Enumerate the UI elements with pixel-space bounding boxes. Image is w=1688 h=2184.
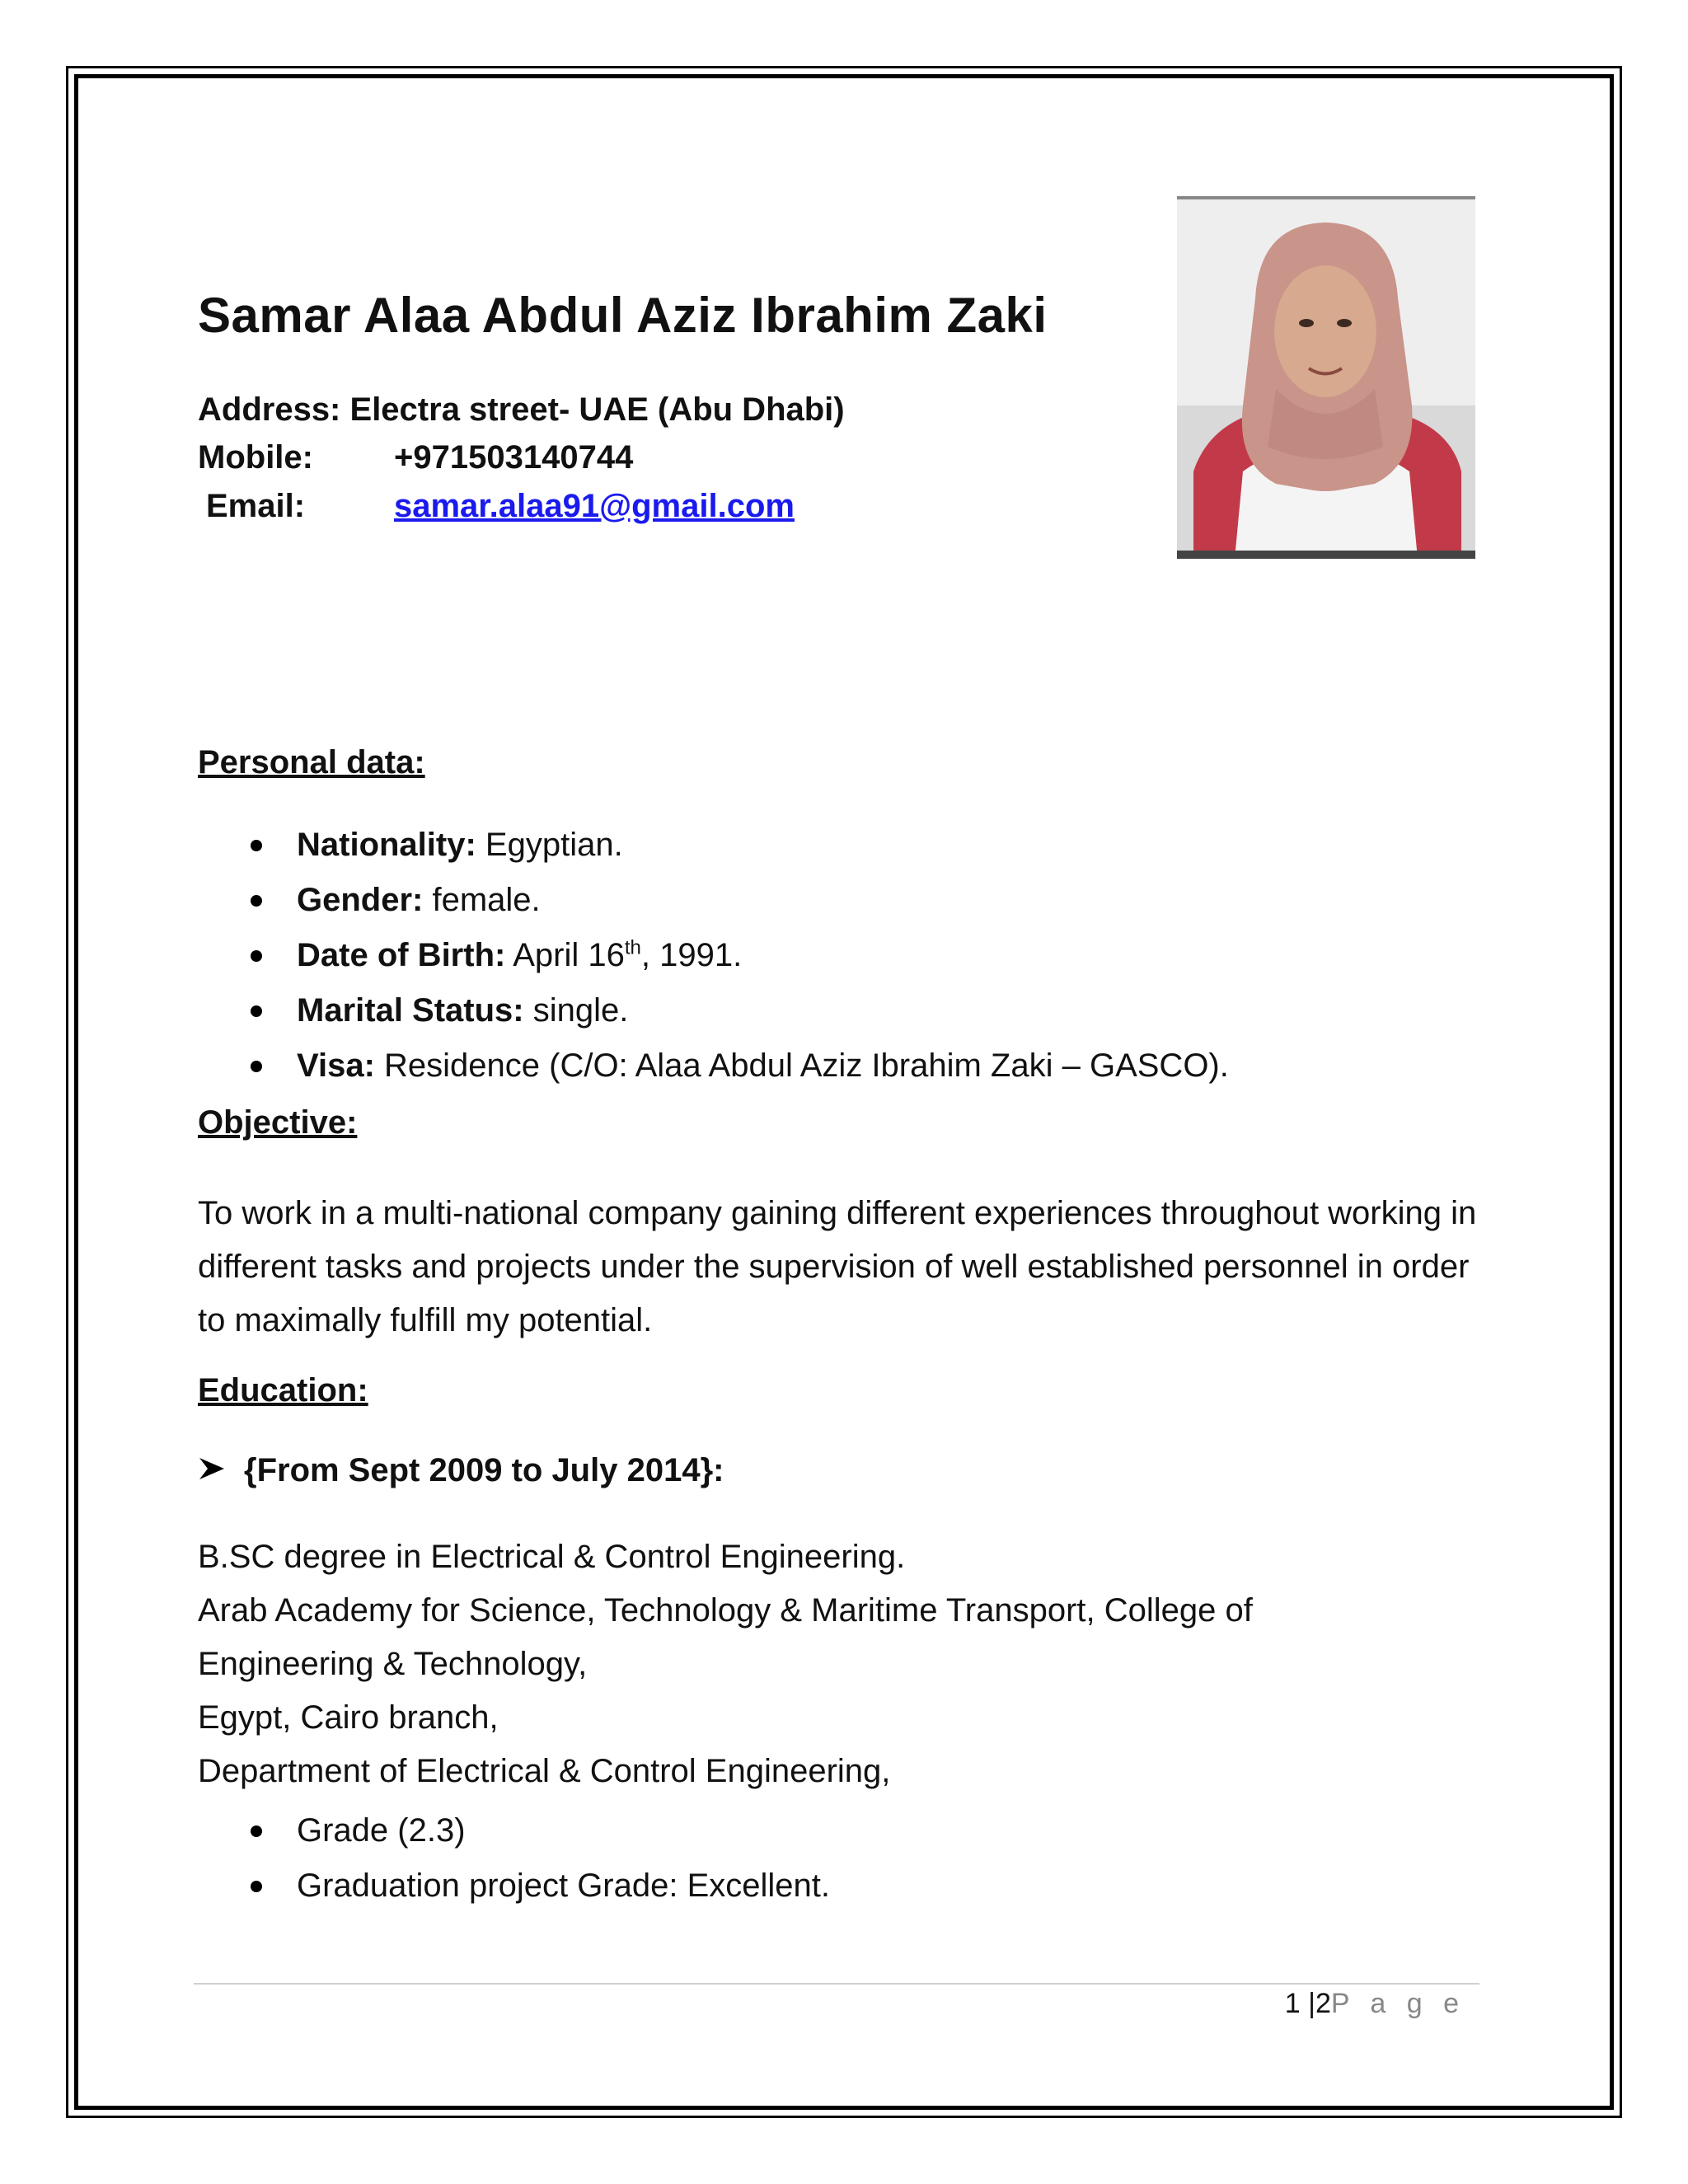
education-bullets [198,1803,830,1914]
email-line [206,488,795,525]
footer-divider [194,1983,1479,1985]
address-line [198,391,845,429]
email-link[interactable]: samar.alaa91@gmail.com [394,488,795,524]
email-label: Email: [206,488,306,524]
education-line: Engineering & Technology, [198,1646,588,1682]
mobile-label: Mobile: [198,439,313,476]
education-details [198,1530,1253,1798]
education-heading: Education: [198,1372,368,1408]
candidate-name: Samar Alaa Abdul Aziz Ibrahim Zaki [198,288,1048,343]
list-item: Gender: female. [198,873,1229,928]
mobile-value: +971503140744 [394,439,634,476]
arrow-bullet-icon [198,1452,244,1489]
list-item: Nationality: Egyptian. [198,818,1229,873]
mobile-line [198,439,634,476]
education-period [198,1452,724,1489]
list-item: Marital Status: single. [198,983,1229,1038]
list-item: Graduation project Grade: Excellent. [198,1858,830,1914]
address-value: Electra street- UAE (Abu Dhabi) [349,391,845,428]
list-item: Visa: Residence (C/O: Alaa Abdul Aziz Ibrahim Zaki – GASCO). [198,1038,1229,1094]
education-line: B.SC degree in Electrical & Control Engineering. [198,1539,906,1575]
profile-photo [1177,196,1475,559]
objective-text: To work in a multi-national company gaining different experiences throughout working in different tasks and projects under the supervision of well established personnel in order to maximally fulfill my potential. [198,1195,1477,1338]
education-line: Arab Academy for Science, Technology & Maritime Transport, College of [198,1592,1253,1629]
personal-data-heading: Personal data: [198,744,425,780]
education-period-text: {From Sept 2009 to July 2014}: [244,1452,724,1488]
education-line: Department of Electrical & Control Engineering, [198,1753,891,1789]
page-number: 1 |2 [1284,1988,1331,2019]
objective-heading: Objective: [198,1104,358,1141]
list-item: Grade (2.3) [198,1803,830,1858]
page-word: P a g e [1330,1988,1465,2019]
personal-data-list [198,818,1229,1094]
address-label: Address: [198,391,341,428]
profile-photo-image [1177,199,1475,559]
list-item: Date of Birth: April 16th, 1991. [198,928,1229,983]
page-footer [1285,1988,1465,2020]
education-line: Egypt, Cairo branch, [198,1699,499,1736]
